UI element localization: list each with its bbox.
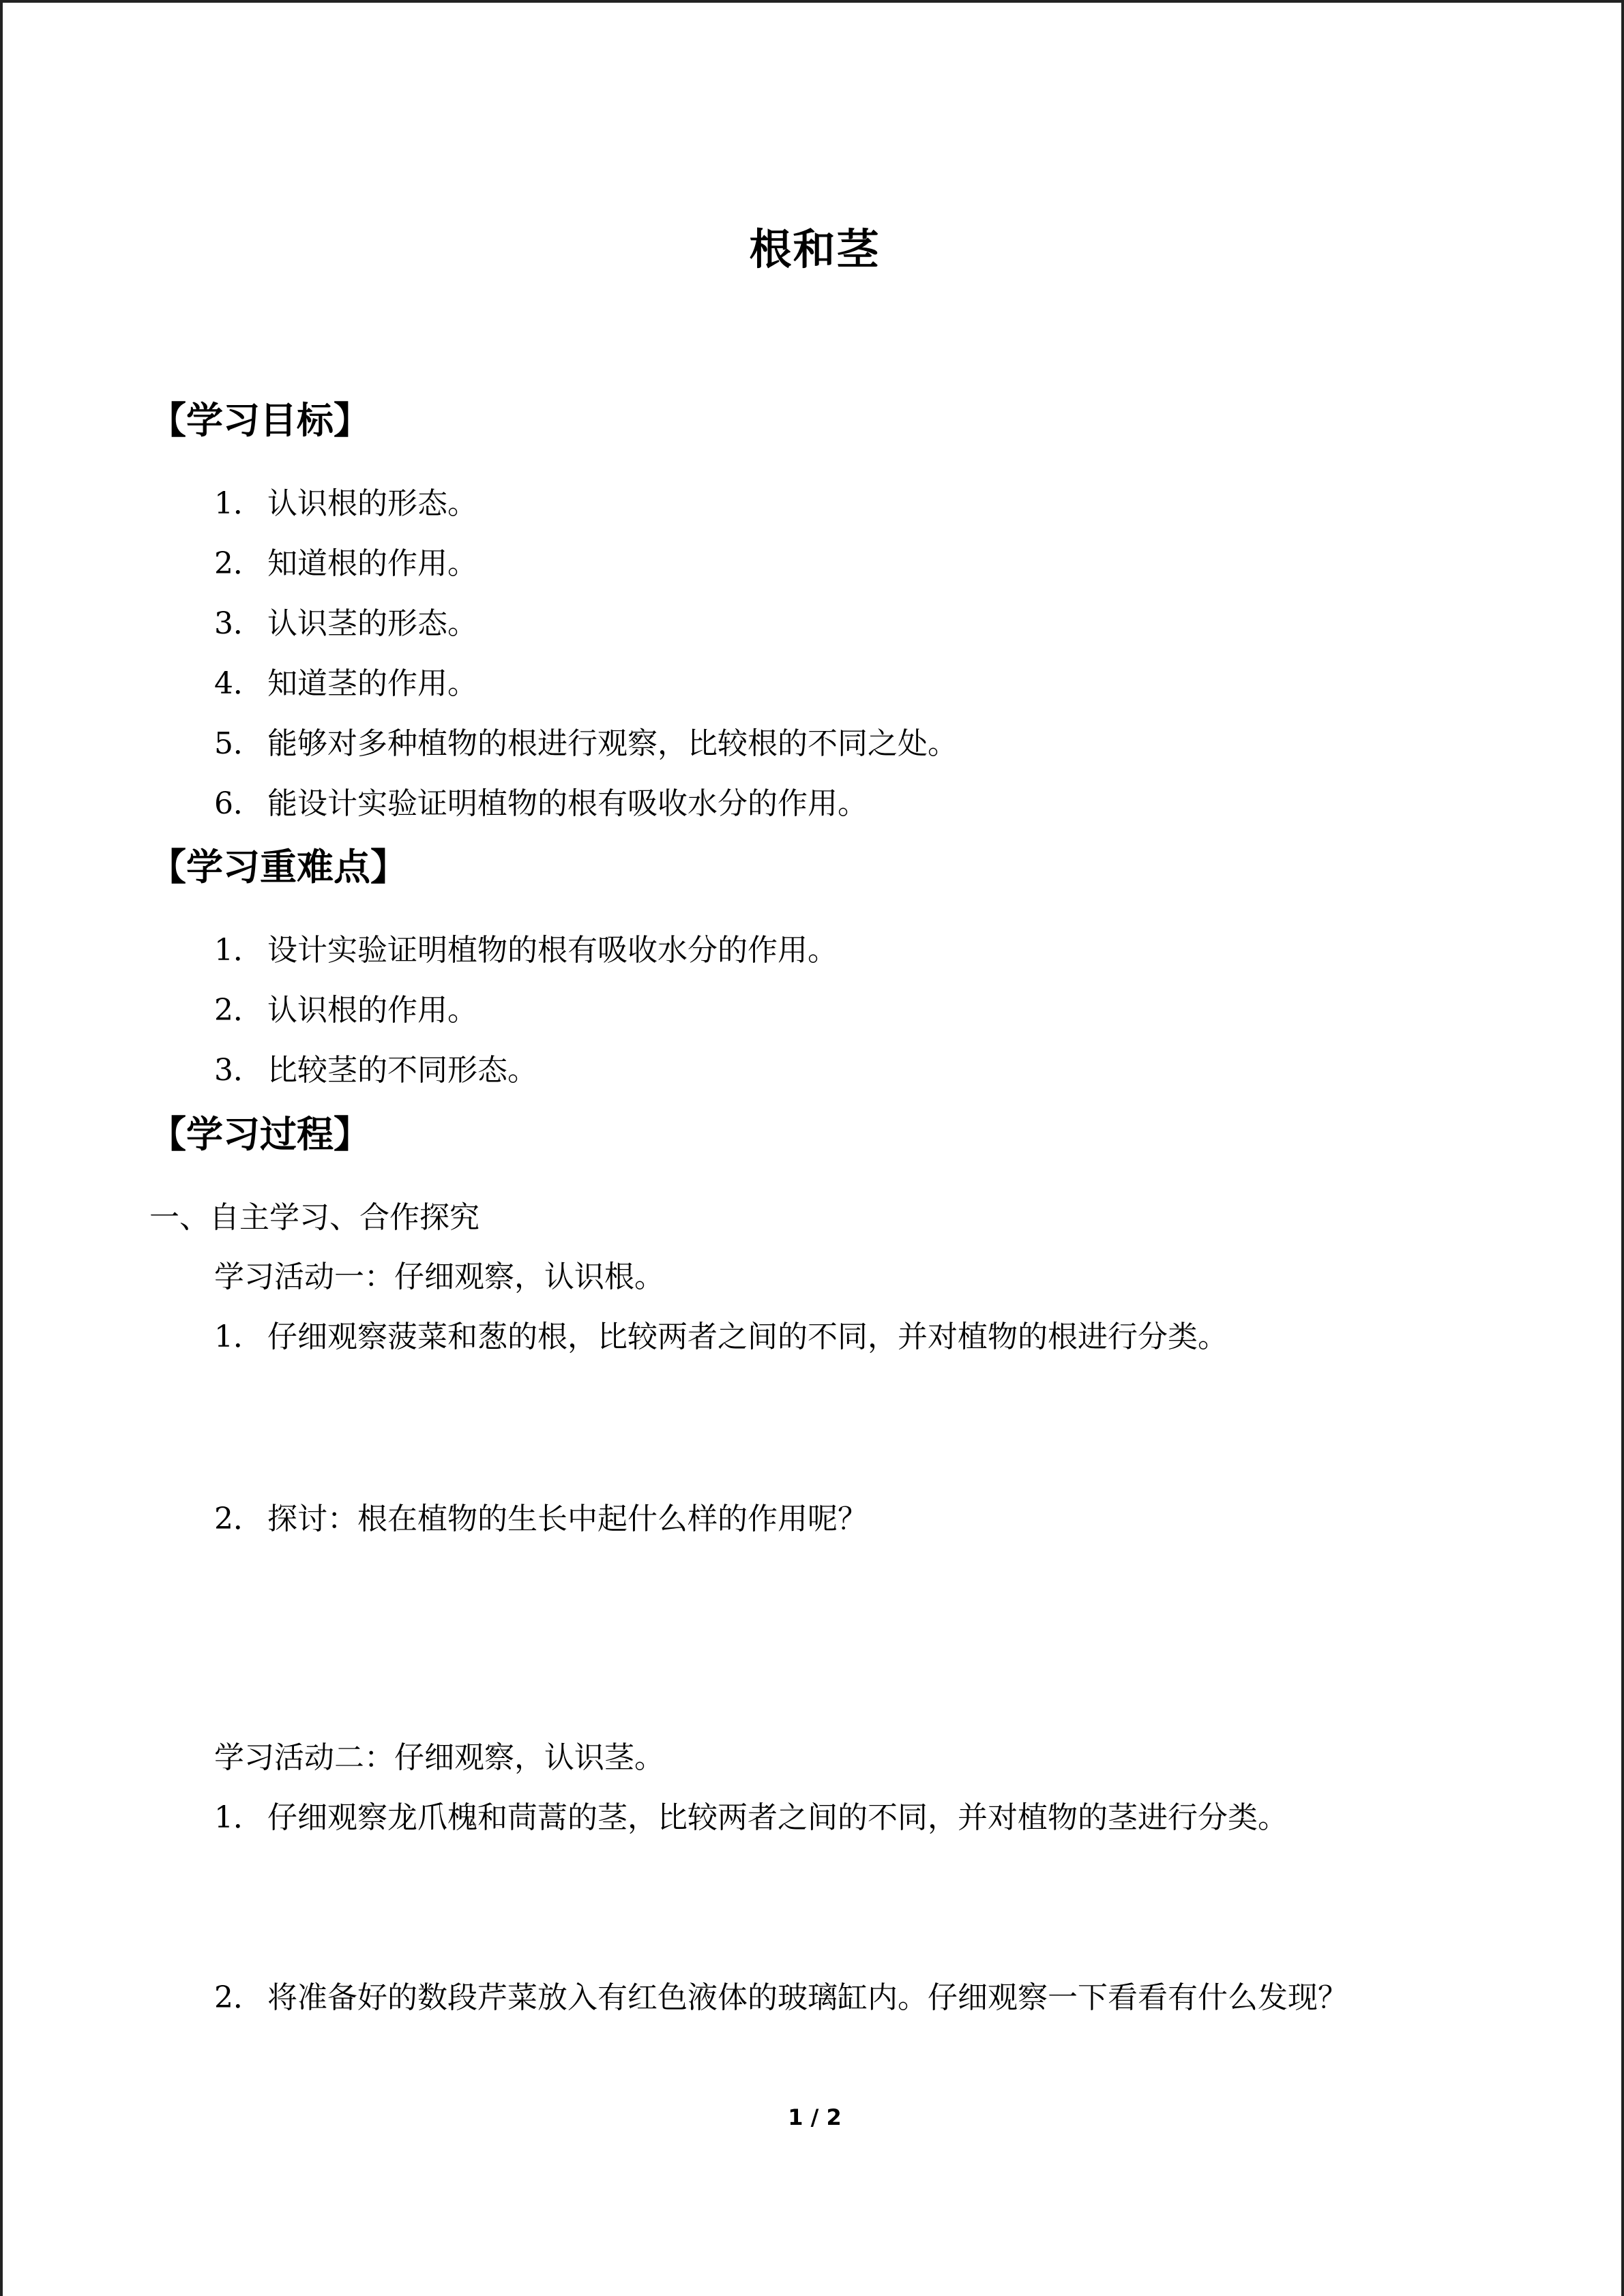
key-points-heading: 【学习重难点】 [149, 846, 407, 889]
item-text: 认识根的作用。 [267, 993, 477, 1028]
activity-item [214, 1494, 868, 1538]
goals-heading: 【学习目标】 [149, 399, 370, 442]
goal-item [214, 779, 868, 822]
item-text: 能设计实验证明植物的根有吸收水分的作用。 [267, 786, 868, 821]
item-number: 2． [214, 1980, 263, 2015]
item-number: 3． [214, 1053, 263, 1088]
item-text: 认识茎的形态。 [267, 606, 477, 641]
item-number: 5． [214, 726, 263, 761]
item-text: 探讨：根在植物的生长中起什么样的作用呢？ [267, 1502, 868, 1536]
activity-title: 学习活动二：仔细观察，认识茎。 [214, 1740, 664, 1775]
item-text: 比较茎的不同形态。 [267, 1053, 537, 1088]
item-text: 知道根的作用。 [267, 546, 477, 581]
item-number: 3． [214, 606, 263, 641]
item-number: 1． [214, 933, 263, 968]
item-text: 知道茎的作用。 [267, 666, 477, 701]
item-number: 2． [214, 1502, 263, 1536]
item-number: 4． [214, 666, 263, 701]
goal-item [214, 479, 477, 522]
item-number: 2． [214, 993, 263, 1028]
item-number: 1． [214, 486, 263, 521]
goal-item [214, 719, 958, 762]
goal-item [214, 599, 477, 642]
item-number: 1． [214, 1800, 263, 1835]
key-point-item [214, 1045, 537, 1089]
item-number: 1． [214, 1320, 263, 1354]
activity-item [214, 1312, 1228, 1356]
item-text: 认识根的形态。 [267, 486, 477, 521]
item-number: 6． [214, 786, 263, 821]
goal-item [214, 539, 477, 582]
item-text: 设计实验证明植物的根有吸收水分的作用。 [267, 933, 838, 968]
item-text: 仔细观察菠菜和葱的根，比较两者之间的不同，并对植物的根进行分类。 [267, 1320, 1228, 1354]
activity-title: 学习活动一：仔细观察，认识根。 [214, 1259, 664, 1294]
item-number: 2． [214, 546, 263, 581]
key-point-item [214, 985, 477, 1029]
page-title: 根和茎 [749, 224, 881, 274]
item-text: 将准备好的数段芹菜放入有红色液体的玻璃缸内。仔细观察一下看看有什么发现？ [267, 1980, 1348, 2015]
goal-item [214, 659, 477, 702]
section-title: 一、自主学习、合作探究 [149, 1200, 479, 1235]
page-number: 1 / 2 [788, 2104, 842, 2130]
item-text: 能够对多种植物的根进行观察，比较根的不同之处。 [267, 726, 958, 761]
key-point-item [214, 925, 838, 969]
activity-item [214, 1793, 1288, 1836]
activity-item [214, 1973, 1348, 2016]
process-heading: 【学习过程】 [149, 1113, 370, 1156]
item-text: 仔细观察龙爪槐和茼蒿的茎，比较两者之间的不同，并对植物的茎进行分类。 [267, 1800, 1288, 1835]
